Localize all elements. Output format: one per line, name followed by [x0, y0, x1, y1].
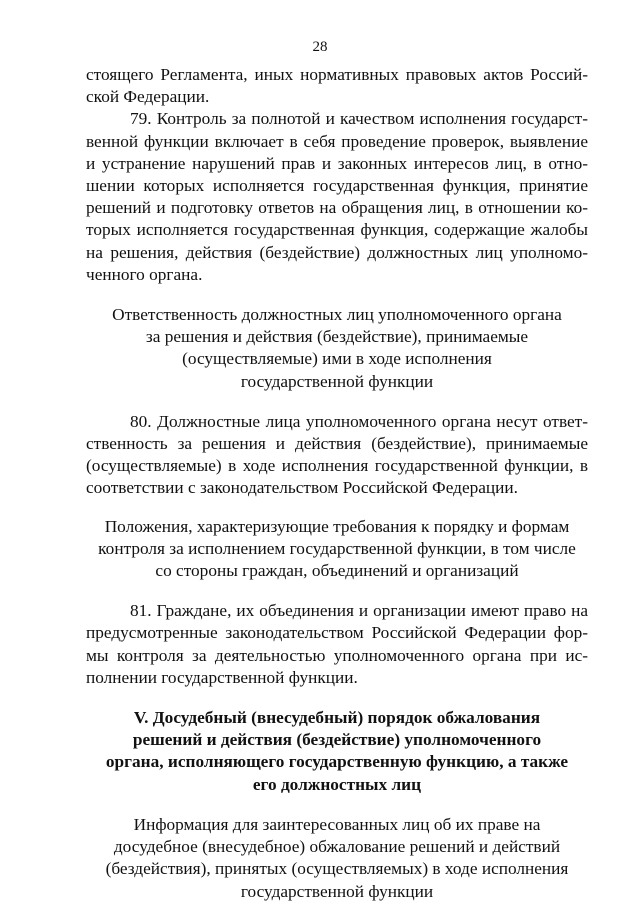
text-line: ственность за решения и действия (бездействие), принимаемые — [86, 434, 588, 454]
text-line: и устранение нарушений прав и законных интересов лиц, в отно- — [86, 153, 588, 173]
heading-line: контроля за исполнением государственной функции, в том числе — [98, 538, 576, 558]
paragraph-80 — [86, 411, 588, 500]
text-line: предусмотренные законодательством Российской Федерации фор- — [86, 623, 588, 643]
heading-provisions — [86, 516, 588, 583]
heading-line: Положения, характеризующие требования к порядку и формам — [104, 516, 570, 536]
heading-line: Информация для заинтересованных лиц об их праве на — [133, 814, 541, 834]
text-line: (осуществляемые) в ходе исполнения государственной функции, в — [86, 456, 588, 476]
heading-line: за решения и действия (бездействие), принимаемые — [145, 327, 529, 347]
page-number: 28 — [312, 39, 328, 55]
heading-line: государственной функции — [240, 371, 434, 391]
heading-responsibility — [86, 304, 588, 393]
heading-line: (осуществляемые) ими в ходе исполнения — [182, 349, 492, 369]
text-line: торых исполняется государственная функция, содержащие жалобы — [86, 220, 588, 240]
heading-line: (бездействия), принятых (осуществляемых) в ходе исполнения — [105, 859, 569, 879]
text-line: стоящего Регламента, иных нормативных правовых актов Россий- — [86, 65, 588, 84]
heading-line: его должностных лиц — [252, 774, 422, 794]
text-line: решений и подготовку ответов на обращения лиц, в отношении ко- — [86, 198, 588, 218]
heading-line: органа, исполняющего государственную функцию, а также — [105, 752, 569, 772]
text-line: полнении государственной функции. — [86, 667, 358, 687]
text-line: 80. Должностные лица уполномоченного органа несут ответ- — [130, 411, 588, 431]
heading-line: со стороны граждан, объединений и организаций — [155, 561, 519, 581]
heading-information — [86, 814, 588, 903]
paragraph-79 — [86, 108, 588, 286]
heading-line: государственной функции — [240, 881, 434, 901]
paragraph-continuation — [86, 64, 588, 108]
heading-line: V. Досудебный (внесудебный) порядок обжалования — [133, 708, 541, 728]
text-line: 79. Контроль за полнотой и качеством исполнения государст- — [130, 109, 588, 129]
heading-section-5 — [86, 707, 588, 796]
heading-line: решений и действия (бездействие) уполномоченного — [132, 730, 542, 750]
text-line: соответствии с законодательством Российской Федерации. — [86, 478, 518, 498]
text-line: венной функции включает в себя проведение проверок, выявление — [86, 131, 588, 151]
heading-line: досудебное (внесудебное) обжалование решений и действий — [113, 837, 561, 857]
heading-line: Ответственность должностных лиц уполномоченного органа — [112, 305, 562, 325]
text-line: ченного органа. — [86, 264, 203, 284]
text-line: мы контроля за деятельностью уполномоченного органа при ис- — [86, 645, 588, 665]
text-line: 81. Граждане, их объединения и организации имеют право на — [130, 601, 588, 621]
text-line: на решения, действия (бездействие) должностных лиц уполномо- — [86, 242, 588, 262]
paragraph-81 — [86, 600, 588, 689]
text-line: ской Федерации. — [86, 87, 210, 107]
text-line: шении которых исполняется государственная функция, принятие — [86, 176, 588, 196]
page-body — [86, 64, 588, 903]
